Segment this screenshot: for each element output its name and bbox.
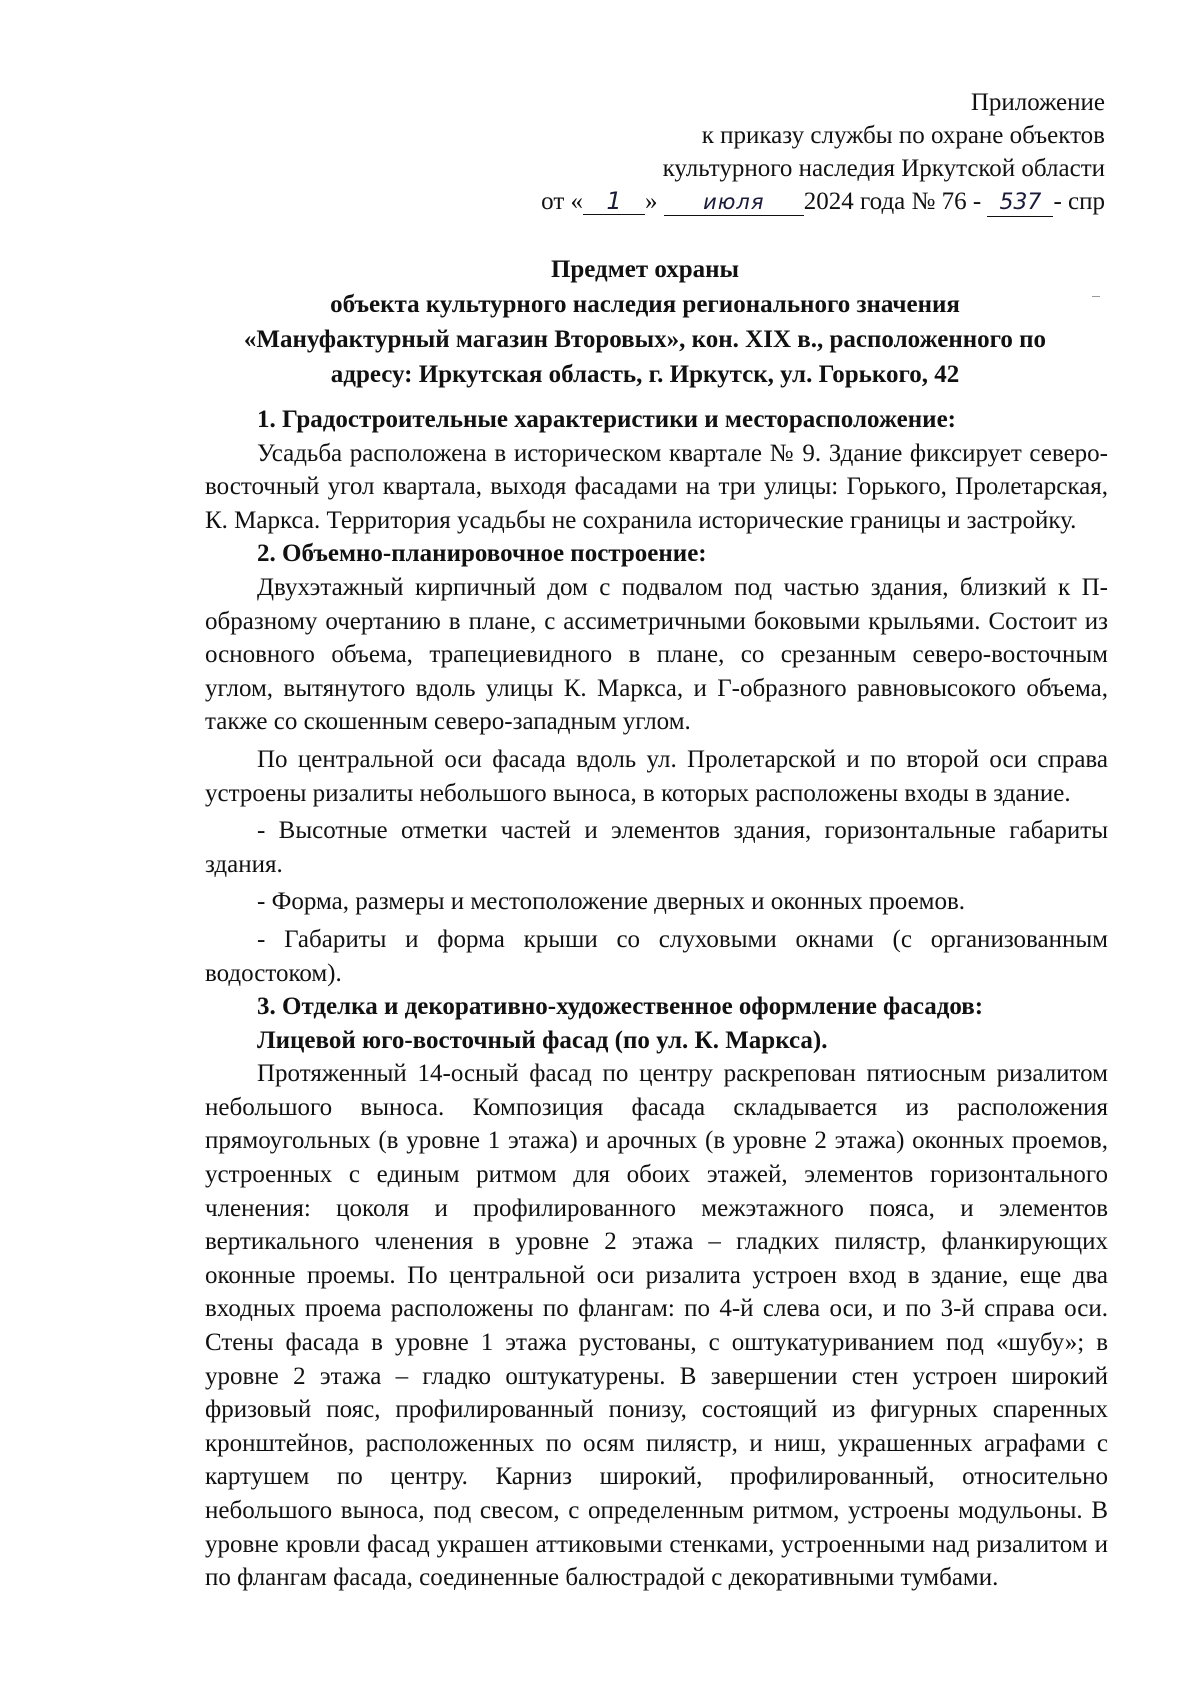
section-2-paragraph-2: По центральной оси фасада вдоль ул. Пролетарской и по второй оси справа устроены ризалиты небольшого выноса, в которых расположены входы в здание. <box>205 745 1108 807</box>
date-prefix: от « <box>541 188 584 215</box>
handwritten-month: июля <box>664 189 804 216</box>
title-line-4: адресу: Иркутская область, г. Иркутск, ул. Горького, 42 <box>330 361 960 388</box>
title-line-3: «Мануфактурный магазин Второвых», кон. XIX в., расположенного по <box>243 326 1047 353</box>
title-line-1: Предмет охраны <box>550 256 740 283</box>
section-3-heading: 3. Отделка и декоративно-художественное оформление фасадов: <box>257 993 984 1021</box>
section-2-item-openings: - Форма, размеры и местоположение дверных и оконных проемов. <box>257 888 966 916</box>
section-2-paragraph-1: Двухэтажный кирпичный дом с подвалом под частью здания, близкий к П-образному очертанию в плане, с ассиметричными боковыми крыльями. Состоит из основного объема, трапециевидного в плане, со срезанным северо-восточным углом, вытянутого вдоль улицы К. Маркса, и Г-образного равновысокого объема, также со скошенным северо-западным углом. <box>205 573 1108 736</box>
document-title <box>205 252 1085 392</box>
section-3-subheading: Лицевой юго-восточный фасад (по ул. К. Маркса). <box>257 1026 828 1054</box>
order-authority-line: культурного наследия Иркутской области <box>662 155 1105 182</box>
appendix-label: Приложение <box>970 89 1105 116</box>
section-1-heading: 1. Градостроительные характеристики и месторасположение: <box>257 406 956 433</box>
document-body <box>205 403 1108 1595</box>
date-quote-close: » <box>645 188 658 215</box>
title-line-2: объекта культурного наследия регионального значения <box>330 291 960 318</box>
handwritten-order-number: 537 <box>987 190 1053 217</box>
order-reference-line: к приказу службы по охране объектов <box>701 122 1105 149</box>
handwritten-day: 1 <box>583 188 645 215</box>
order-date-number-line <box>541 185 1105 218</box>
section-3-paragraph: Протяженный 14-осный фасад по центру раскрепован пятиосным ризалитом небольшого выноса. Композиция фасада складывается из расположения прямоугольных (в уровне 1 этажа) и арочных (в уровне 2 этажа) оконных проемов, устроенных с единым ритмом для обоих этажей, элементов горизонтального членения: цоколя и профилированного межэтажного пояса, и элементов вертикального членения в уровне 2 этажа – гладких пилястр, фланкирующих оконные проемы. По центральной оси ризалита устроен вход в здание, еще два входных проема расположены по флангам: по 4-й слева оси, и по 3-й справа оси. Стены фасада в уровне 1 этажа рустованы, с оштукатуриванием под «шубу»; в уровне 2 этажа – гладко оштукатурены. В завершении стен устроен широкий фризовый пояс, профилированный понизу, состоящий из фигурных спаренных кронштейнов, расположенных по осям пилястр, и ниш, украшенных аграфами с картушем по центру. Карниз широкий, профилированный, относительно небольшого выноса, под свесом, с определенным ритмом, устроены модульоны. В уровне кровли фасад украшен аттиковыми стенками, устроенными над ризалитом и по флангам фасада, соединенные балюстрадой с декоративными тумбами. <box>205 1060 1108 1592</box>
year-and-number-text: 2024 года № 76 - <box>803 188 982 215</box>
section-2-item-roof: - Габариты и форма крыши со слуховыми окнами (с организованным водостоком). <box>205 925 1108 987</box>
section-2-heading: 2. Объемно-планировочное построение: <box>257 540 707 568</box>
section-2-item-heights: - Высотные отметки частей и элементов здания, горизонтальные габариты здания. <box>205 817 1108 878</box>
number-suffix: - спр <box>1053 188 1105 215</box>
scan-mark <box>1092 296 1100 297</box>
appendix-header <box>541 86 1105 218</box>
section-1-paragraph: Усадьба расположена в историческом квартале № 9. Здание фиксирует северо-восточный угол квартала, выходя фасадами на три улицы: Горького, Пролетарская, К. Маркса. Территория усадьбы не сохранила исторические границы и застройку. <box>205 439 1108 534</box>
